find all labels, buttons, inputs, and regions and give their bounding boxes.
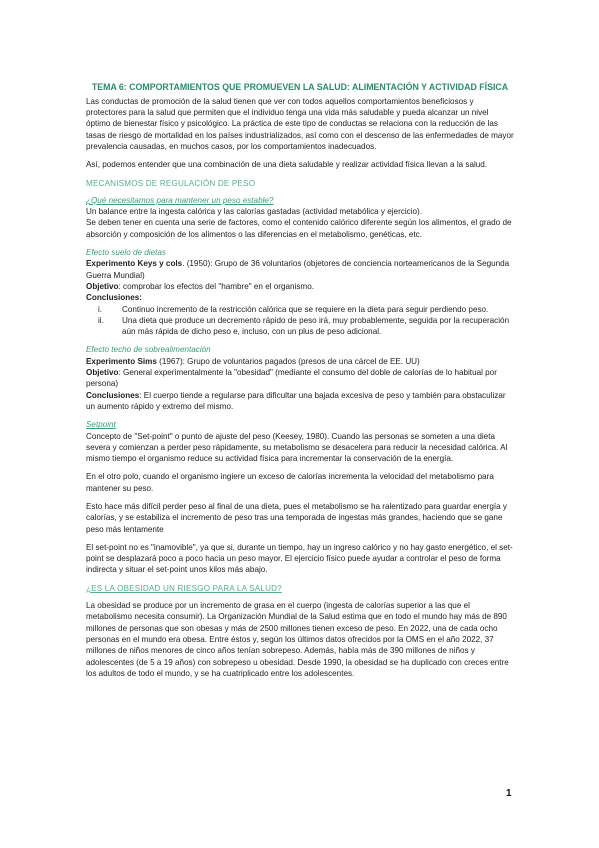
subheading-floor-effect: Efecto suelo de dietas: [86, 248, 166, 258]
setpoint-paragraph-4: El set-point no es "inamovible", ya que si, durante un tiempo, hay un ingreso calórico y no hay gasto energético, el set-point se desplazará poco a poco hacia un peso mayor. El ejercicio físico puede ayudar a controlar el peso de forma indirecta y situar el set-point unos kilos más abajo.: [86, 542, 513, 575]
keys-objective: [86, 281, 514, 292]
keys-conclusions-label: Conclusiones:: [86, 293, 142, 303]
sims-objective-text: : General experimentalmente la "obesidad" (mediante el consumo del doble de calorías de lo habitual por persona): [86, 368, 497, 389]
stable-weight-line-2: Se deben tener en cuenta una serie de factores, como el contenido calórico diferente según los alimentos, el grado de absorción y composición de los alimentos o las diferencias en el metabolismo, genéticas, etc.: [86, 218, 512, 239]
keys-experiment-text: . (1950): Grupo de 36 voluntarios (objetores de conciencia norteamericanos de la Segunda Guerra Mundial): [86, 259, 510, 280]
keys-objective-label: Objetivo: [86, 281, 119, 291]
keys-objective-text: : comprobar los efectos del "hambre" en el organismo.: [118, 281, 314, 291]
keys-experiment-label: Experimento Keys y cols: [86, 259, 183, 269]
page-title: TEMA 6: COMPORTAMIENTOS QUE PROMUEVEN LA SALUD: ALIMENTACIÓN Y ACTIVIDAD FÍSICA: [91, 82, 509, 92]
stable-weight-line-1: Un balance entre la ingesta calórica y las calorías gastadas (actividad metabólica y ejercicio).: [86, 207, 423, 217]
section-heading-weight-regulation: MECANISMOS DE REGULACIÓN DE PESO: [86, 178, 256, 188]
setpoint-paragraph-3: Esto hace más difícil perder peso al final de una dieta, pues el metabolismo se ha ralentizado para guardar energía y calorías, y se estabiliza el incremento de peso tras una temporada de ingestas más grandes, haciendo que se gane peso más lentamente: [86, 502, 507, 534]
intro-paragraph: Las conductas de promoción de la salud tienen que ver con todos aquellos comportamientos beneficiosos y protectores para la salud que permiten que el individuo tenga una vida más saludable y pueda alcanzar un nivel óptimo de bienestar físico y psicológico. La práctica de este tipo de conductas se relaciona con la reducción de las tasas de riesgo de mortalidad en los países industrializados, así como con el descenso de las enfermedades de mayor prevalencia causadas, en muchos casos, por los comportamientos inadecuados.: [86, 96, 514, 151]
keys-experiment: [86, 258, 514, 281]
setpoint-paragraph-2: En el otro polo, cuando el organismo ingiere un exceso de calorías incrementa la velocidad del metabolismo para mantener su peso.: [86, 472, 494, 493]
document-body: [86, 82, 514, 686]
sims-objective-label: Objetivo: [86, 368, 119, 378]
setpoint-paragraph-1: Concepto de "Set-point" o punto de ajuste del peso (Keesey, 1980). Cuando las personas se someten a una dieta severa y comienzan a perder peso rápidamente, su metabolismo se desacelera para reducir la necesidad calórica. Al mismo tiempo el organismo reduce su actividad física para incrementar la conservación de la energía.: [86, 431, 508, 464]
subheading-setpoint: Setpoint: [86, 420, 116, 430]
page-number: 1: [506, 788, 512, 799]
sims-conclusions: [86, 390, 514, 413]
list-item: [86, 315, 514, 338]
list-item-text: Continuo incremento de la restricción calórica que se requiere en la dieta para seguir perdiendo peso.: [122, 304, 489, 314]
sims-objective: [86, 367, 514, 390]
obesity-paragraph: La obesidad se produce por un incremento de grasa en el cuerpo (ingesta de calorías superior a las que el metabolismo necesita consumir). La Organización Mundial de la Salud estima que en todo el mundo hay más de 890 millones de personas que son obesas y más de 2500 millones tienen exceso de peso. En 2022, una de cada ocho personas en el mundo era obesa. Entre éstos y, según los últimos datos ofrecidos por la OMS en el año 2022, 37 millones de niños menores de cinco años tenían sobrepeso. Además, había más de 390 millones de niños y adolescentes (de 5 a 19 años) con sobrepeso u obesidad. Desde 1990, la obesidad se ha duplicado con creces entre los adultos de todo el mundo, y se ha cuatriplicado entre los adolescentes.: [86, 601, 509, 678]
sims-conclusions-label: Conclusiones: [86, 390, 140, 400]
sims-conclusions-text: : El cuerpo tiende a regularse para dificultar una bajada excesiva de peso y también para obstaculizar un aumento rápido y extremo del mismo.: [86, 390, 506, 411]
sims-experiment: [86, 356, 514, 367]
subheading-ceiling-effect: Efecto techo de sobrealimentación: [86, 345, 211, 355]
list-item-text: Una dieta que produce un decremento rápido de peso irá, muy probablemente, seguida por la recuperación aún más rápida de dicho peso e, incluso, con un plus de peso adicional.: [122, 315, 510, 337]
list-item-number: ii.: [98, 315, 104, 325]
keys-conclusions-list: [86, 304, 514, 338]
list-item-number: i.: [98, 304, 103, 314]
section-heading-obesity-risk: ¿ES LA OBESIDAD UN RIESGO PARA LA SALUD?: [86, 583, 282, 593]
sims-experiment-text: (1967): Grupo de voluntarios pagados (presos de una cárcel de EE. UU): [156, 356, 420, 366]
subheading-stable-weight: ¿Qué necesitamos para mantener un peso estable?: [86, 195, 274, 205]
list-item: [86, 304, 514, 315]
intro-paragraph-2: Así, podemos entender que una combinación de una dieta saludable y realizar actividad física llevan a la salud.: [86, 160, 488, 170]
sims-experiment-label: Experimento Sims: [86, 356, 157, 366]
